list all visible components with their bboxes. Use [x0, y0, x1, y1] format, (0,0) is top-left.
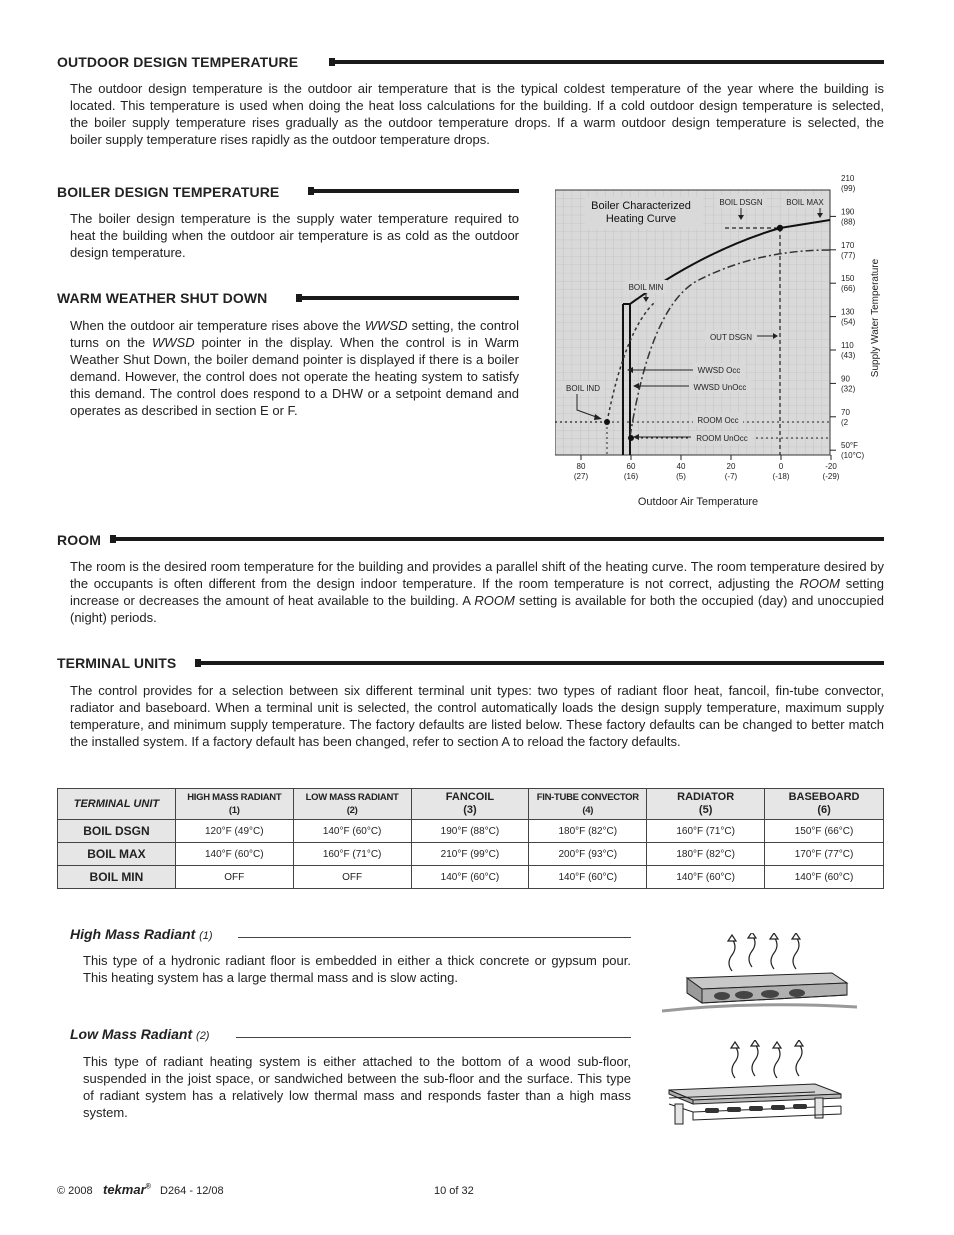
x-tick-label: 40 — [676, 462, 686, 471]
room-term: ROOM — [799, 576, 840, 591]
table-cell: OFF — [293, 866, 411, 889]
wwsd-term: WWSD — [364, 318, 408, 333]
room-occ-label-text: ROOM Occ — [697, 416, 739, 425]
heading-terminal-units: TERMINAL UNITS — [57, 655, 177, 671]
heading-rule — [296, 296, 519, 300]
room-unocc-point — [628, 435, 634, 441]
para-line: located. This temperature is used when doing the heat loss calculations for the building. If a cold outdoor design temperature is selected, — [70, 98, 884, 113]
subheading-rule — [236, 1037, 631, 1038]
boil-dsgn-point — [777, 225, 783, 231]
heading-high-mass-radiant — [70, 926, 213, 942]
text-run: When the outdoor air temperature rises above the — [70, 318, 365, 333]
column-header — [529, 789, 647, 820]
subheading-title: Low Mass Radiant — [70, 1026, 193, 1042]
x-tick-label: 60 — [626, 462, 636, 471]
x-tick-label-celsius: (5) — [676, 472, 686, 481]
y-tick-label-celsius: (54) — [841, 317, 856, 327]
boil-dsgn-label-text: BOIL DSGN — [719, 198, 763, 207]
table-cell: 190°F (88°C) — [411, 820, 529, 843]
column-name: FANCOIL — [445, 791, 495, 803]
row-header: BOIL DSGN — [58, 820, 176, 843]
heading-low-mass-radiant — [70, 1026, 209, 1042]
text-run: setting is available for both the occupied (day) and unoccupied (night) periods. — [70, 593, 884, 625]
table-cell: 140°F (60°C) — [765, 866, 884, 889]
table-cell: 120°F (49°C) — [175, 820, 293, 843]
table-row — [58, 820, 884, 843]
column-name: LOW MASS RADIANT — [305, 792, 399, 803]
y-axis-label: Supply Water Temperature — [870, 258, 881, 378]
boiler-design-temperature-paragraph: The boiler design temperature is the supply water temperature required to heat the building when the outdoor air temperature is as cold as the outdoor design temperature. — [70, 211, 519, 260]
chart-title-line2: Heating Curve — [605, 213, 677, 225]
table-corner-header: TERMINAL UNIT — [58, 789, 176, 820]
y-tick-label-celsius: (2 — [841, 417, 849, 427]
warm-weather-shut-down-paragraph — [70, 317, 519, 419]
y-tick-label-celsius: (32) — [841, 384, 856, 394]
y-tick-label: 130 — [841, 307, 855, 317]
heading-boiler-design-temperature: BOILER DESIGN TEMPERATURE — [57, 184, 280, 200]
text-run: setting increase or decreases the amount of heat available to the building. A — [70, 576, 884, 608]
y-tick-label: 50°F — [841, 441, 858, 451]
wwsd-term: WWSD — [152, 335, 195, 350]
room-occ-point — [604, 419, 610, 425]
column-name: BASEBOARD — [788, 791, 860, 803]
heading-rule — [195, 661, 884, 665]
subheading-number: (2) — [196, 1030, 210, 1042]
room-term: ROOM — [474, 593, 515, 608]
table-header-row — [58, 789, 884, 820]
heading-rule — [308, 189, 519, 193]
subheading-number: (1) — [199, 930, 213, 942]
y-tick-label-celsius: (99) — [841, 184, 856, 193]
x-tick-label: 20 — [726, 462, 736, 471]
outdoor-design-temperature-paragraph — [70, 80, 884, 148]
wwsd-unocc-label-text: WWSD UnOcc — [693, 383, 747, 392]
x-tick-label: 0 — [778, 462, 784, 471]
y-tick-label-celsius: (88) — [841, 217, 856, 227]
y-tick-label: 190 — [841, 207, 855, 217]
y-tick-label: 110 — [841, 341, 854, 350]
low-mass-radiant-illustration — [665, 1040, 855, 1130]
text-run: The room is the desired room temperature for the building and provides a parallel shift of the heating curve. The room temperature desired by the occupants is often different from the design indoor temperature. If the room temperature is not correct, adjusting the — [70, 559, 884, 591]
x-axis-label: Outdoor Air Temperature — [637, 496, 759, 508]
table-cell: 160°F (71°C) — [647, 820, 765, 843]
table-cell: 210°F (99°C) — [411, 843, 529, 866]
footer-brand-logo — [103, 1182, 151, 1197]
out-dsgn-label-text: OUT DSGN — [709, 333, 753, 342]
para-line: The outdoor design temperature is the outdoor air temperature that is the typical coldest temperature of the year where the building is — [70, 81, 884, 96]
x-tick-label-celsius: (-7) — [724, 472, 738, 481]
x-tick-label: 80 — [576, 462, 586, 471]
x-axis-ticks — [574, 455, 840, 481]
table-cell: 180°F (82°C) — [529, 820, 647, 843]
x-tick-label-celsius: (-18) — [772, 472, 790, 481]
column-number: (4) — [582, 805, 594, 816]
column-number: (5) — [698, 804, 713, 816]
row-header: BOIL MIN — [58, 866, 176, 889]
subheading-title: High Mass Radiant — [70, 926, 196, 942]
para-line: boiler supply temperature rises rapidly as the outdoor temperature drops. — [70, 132, 490, 147]
para-line: the boiler supply temperature rises gradually as the outdoor temperature drops. If a warm outdoor design temperature is selected, the — [70, 115, 884, 130]
boil-min-label-text: BOIL MIN — [628, 283, 664, 292]
room-occ-label — [693, 413, 743, 426]
text-run: setting, the control turns on the — [70, 318, 520, 350]
x-tick-label-celsius: (16) — [623, 472, 639, 481]
table-cell: 160°F (71°C) — [293, 843, 411, 866]
heading-warm-weather-shut-down: WARM WEATHER SHUT DOWN — [57, 290, 268, 306]
column-number: (3) — [463, 804, 477, 816]
y-tick-label: 210 — [841, 174, 855, 183]
y-tick-label-celsius: (10°C) — [841, 451, 865, 461]
column-number: (1) — [228, 805, 240, 816]
y-tick-label: 150 — [841, 274, 855, 284]
y-tick-label: 170 — [841, 240, 855, 250]
column-header — [293, 789, 411, 820]
footer-doc-number: D264 - 12/08 — [160, 1185, 224, 1197]
column-name: RADIATOR — [677, 791, 735, 803]
chart-title-line1: Boiler Characterized — [591, 200, 691, 212]
heading-rule — [329, 60, 884, 64]
heading-outdoor-design-temperature: OUTDOOR DESIGN TEMPERATURE — [57, 54, 299, 70]
row-header: BOIL MAX — [58, 843, 176, 866]
y-tick-label-celsius: (66) — [841, 284, 856, 294]
table-cell: 140°F (60°C) — [411, 866, 529, 889]
table-row — [58, 843, 884, 866]
x-tick-label-celsius: (27) — [573, 472, 589, 481]
column-header — [765, 789, 884, 820]
room-unocc-label-text: ROOM UnOcc — [696, 434, 748, 443]
column-header — [175, 789, 293, 820]
table-cell: 200°F (93°C) — [529, 843, 647, 866]
table-row — [58, 866, 884, 889]
table-cell: 140°F (60°C) — [175, 843, 293, 866]
table-cell: 170°F (77°C) — [765, 843, 884, 866]
high-mass-radiant-illustration — [662, 933, 857, 1023]
boil-ind-label-text: BOIL IND — [566, 384, 600, 393]
terminal-units-paragraph: The control provides for a selection between six different terminal unit types: two types of radiant floor heat, fancoil, fin-tube convector, radiator and baseboard. When a terminal unit is selected, the control automatically loads the design supply temperature, maximum supply temperature, and minimum supply temperature. The factory defaults are listed below. These factory defaults can be changed to better match the installed system. If a factory default has been changed, refer to section A to reload the factory defaults. — [70, 683, 884, 749]
subheading-rule — [238, 937, 631, 938]
room-paragraph — [70, 558, 884, 626]
high-mass-radiant-paragraph: This type of a hydronic radiant floor is embedded in either a thick concrete or gypsum pour. This heating system has a large thermal mass and is slow acting. — [83, 953, 631, 985]
x-tick-label-celsius: (-29) — [822, 472, 840, 481]
column-number: (6) — [817, 804, 831, 816]
registered-mark: ® — [145, 1183, 151, 1191]
table-cell: OFF — [175, 866, 293, 889]
heating-curve-chart — [555, 170, 885, 515]
table-cell: 140°F (60°C) — [647, 866, 765, 889]
y-tick-label-celsius: (43) — [841, 351, 856, 360]
column-name: FIN-TUBE CONVECTOR — [536, 792, 639, 803]
y-tick-label-celsius: (77) — [841, 250, 856, 260]
low-mass-radiant-paragraph: This type of radiant heating system is either attached to the bottom of a wood sub-floor, suspended in the joist space, or sandwiched between the sub-floor and the surface. This type of radiant system has a relatively low thermal mass and responds faster than a high mass system. — [83, 1054, 631, 1120]
column-number: (2) — [346, 805, 358, 816]
x-tick-label: -20 — [825, 462, 837, 471]
table-cell: 140°F (60°C) — [529, 866, 647, 889]
y-tick-label: 90 — [841, 374, 850, 384]
y-axis-ticks — [830, 174, 865, 460]
boil-max-label-text: BOIL MAX — [786, 198, 824, 207]
terminal-unit-table — [57, 788, 884, 889]
column-header — [647, 789, 765, 820]
footer-copyright: © 2008 — [57, 1185, 93, 1197]
column-name: HIGH MASS RADIANT — [187, 792, 282, 803]
table-cell: 140°F (60°C) — [293, 820, 411, 843]
heading-room: ROOM — [57, 532, 101, 548]
brand-text: tekmar — [103, 1182, 146, 1197]
footer-page-number: 10 of 32 — [434, 1185, 474, 1197]
text-run: pointer in the display. When the control is in Warm Weather Shut Down, the boiler demand pointer is displayed if there is a boiler demand. However, the control does not operate the heating system to satisfy this demand. The control does respond to a DHW or a setpoint demand and operates as described in section E or F. — [70, 335, 519, 418]
table-cell: 150°F (66°C) — [765, 820, 884, 843]
column-header — [411, 789, 529, 820]
heading-rule — [110, 537, 884, 541]
wwsd-occ-label-text: WWSD Occ — [697, 366, 741, 375]
table-cell: 180°F (82°C) — [647, 843, 765, 866]
y-tick-label: 70 — [841, 407, 850, 417]
